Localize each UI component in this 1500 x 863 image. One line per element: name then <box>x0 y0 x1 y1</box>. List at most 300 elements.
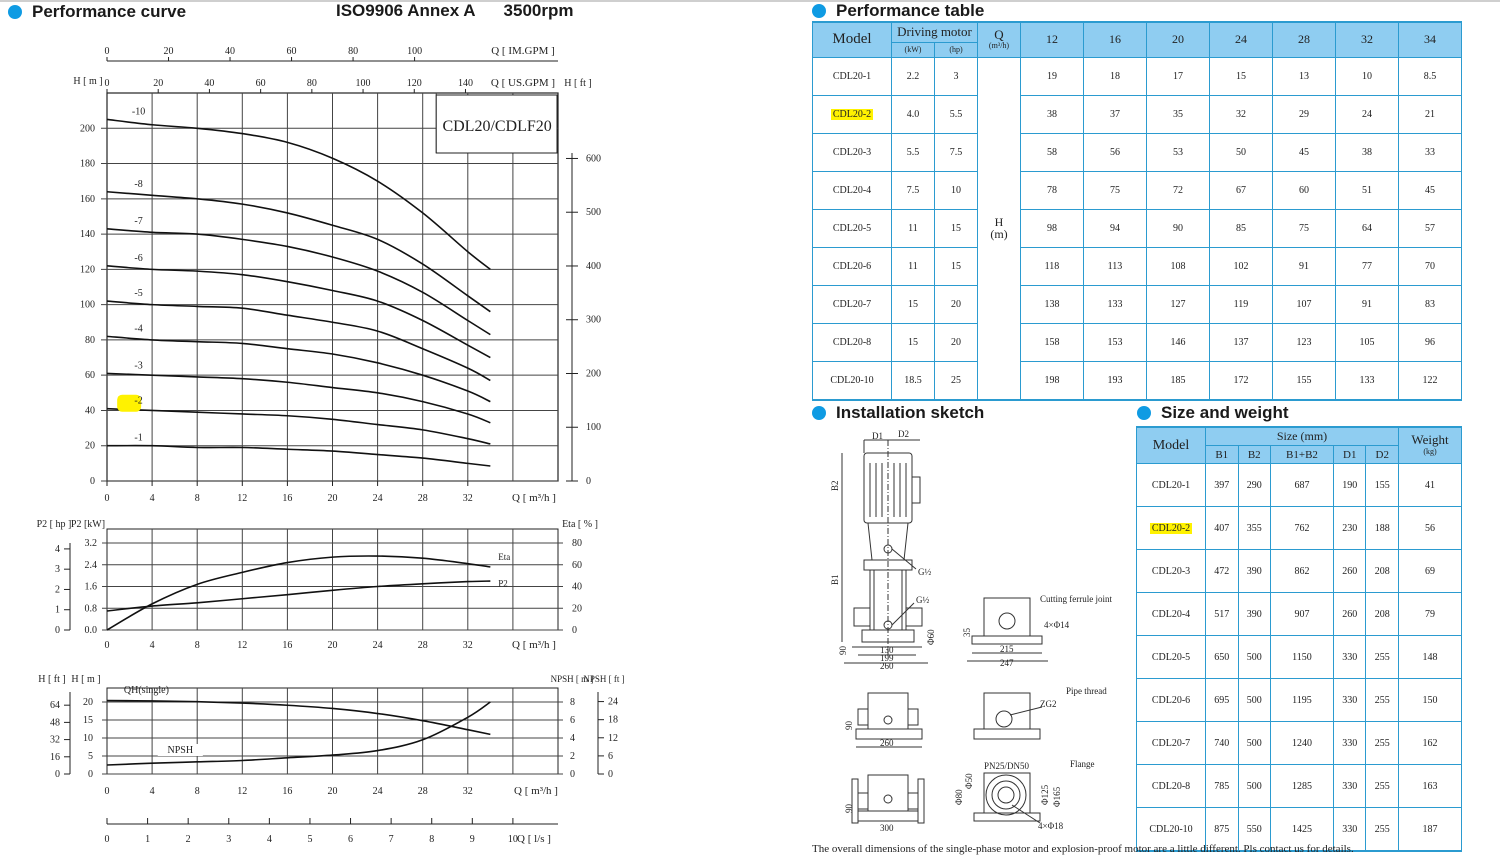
weight-cell: 187 <box>1399 808 1462 852</box>
head-cell: 57 <box>1399 209 1462 247</box>
h-unit-cell <box>978 57 1021 400</box>
head-cell: 35 <box>1147 95 1210 133</box>
model-name: CDL20-7 <box>832 298 872 310</box>
model-name: CDL20-10 <box>830 374 874 386</box>
size-cell: 190 <box>1333 464 1366 507</box>
performance-curve-title <box>8 2 186 22</box>
model-name: CDL20-4 <box>1151 608 1191 620</box>
size-cell: 230 <box>1333 507 1366 550</box>
table-row <box>813 247 1462 285</box>
dim-4x18: 4×Φ18 <box>1038 821 1064 831</box>
size-cell: 862 <box>1271 550 1334 593</box>
size-cell: 1195 <box>1271 679 1334 722</box>
dim-phi-50: Φ50 <box>964 773 974 789</box>
table-row <box>813 57 1462 95</box>
curve-stage-7 <box>107 229 490 335</box>
hp-cell: 25 <box>935 361 978 400</box>
usgpm-tick-label: 40 <box>204 78 215 89</box>
npsh-m-axis-label: NPSH [ m ] <box>550 674 594 684</box>
size-cell: 390 <box>1238 550 1271 593</box>
imgpm-tick-label: 0 <box>104 46 110 57</box>
hp-cell: 20 <box>935 285 978 323</box>
h-m-tick-label: 10 <box>83 733 93 744</box>
npsh-m-tick-label: 8 <box>570 697 575 708</box>
size-cell: 255 <box>1366 636 1399 679</box>
h-ft-tick-label: 16 <box>50 751 60 763</box>
dim-90-flange: 90 <box>844 804 854 813</box>
col-header-model: Model <box>813 22 892 57</box>
standard-info <box>336 1 601 21</box>
dim-300: 300 <box>880 823 894 833</box>
ls-tick-label: 8 <box>429 834 435 845</box>
hp-cell: 7.5 <box>935 133 978 171</box>
head-cell: 91 <box>1273 247 1336 285</box>
eta-tick-label: 0 <box>572 625 577 636</box>
x-tick-label: 28 <box>417 493 428 504</box>
dim-247: 247 <box>1000 658 1014 668</box>
y2-axis-label: H [ ft ] <box>564 78 592 89</box>
bullet-icon <box>8 5 22 19</box>
x-tick-label: 28 <box>417 640 428 651</box>
size-cell: 762 <box>1271 507 1334 550</box>
size-cell: 330 <box>1333 679 1366 722</box>
ls-tick-label: 10 <box>507 834 518 845</box>
size-cell: 260 <box>1333 593 1366 636</box>
col-header-flow: 28 <box>1273 22 1336 57</box>
model-cell <box>813 209 892 247</box>
model-name: CDL20-4 <box>832 184 872 196</box>
series-label: -2 <box>134 395 143 407</box>
usgpm-tick-label: 140 <box>457 78 473 89</box>
h-m-tick-label: 5 <box>88 751 93 762</box>
dim-199: 199 <box>880 653 894 663</box>
model-name: CDL20-2 <box>1151 522 1191 534</box>
head-cell: 158 <box>1021 323 1084 361</box>
h-m-tick-label: 20 <box>83 697 93 708</box>
hp-tick-label: 2 <box>55 584 60 596</box>
kw-axis-label: P2 [kW] <box>70 519 106 530</box>
dim-g-half-upper: G½ <box>918 567 932 577</box>
size-cell: 472 <box>1206 550 1239 593</box>
usgpm-tick-label: 80 <box>306 78 317 89</box>
x-tick-label: 20 <box>327 786 338 797</box>
hp-cell: 3 <box>935 57 978 95</box>
head-cell: 67 <box>1210 171 1273 209</box>
head-cell: 137 <box>1210 323 1273 361</box>
y2-tick-label: 600 <box>586 153 601 165</box>
h-ft-tick-label: 32 <box>50 734 60 746</box>
model-cell <box>1137 550 1206 593</box>
qh-single-curve <box>107 701 490 735</box>
x-tick-label: 16 <box>282 786 293 797</box>
npsh-ft-tick-label: 12 <box>608 732 618 744</box>
power-efficiency-chart <box>0 515 600 660</box>
head-cell: 122 <box>1399 361 1462 400</box>
col-header-q <box>978 22 1021 57</box>
eta-tick-label: 20 <box>572 603 582 615</box>
size-cell: 255 <box>1366 765 1399 808</box>
dim-35: 35 <box>962 628 972 637</box>
head-cell: 127 <box>1147 285 1210 323</box>
col-header-model: Model <box>1137 427 1206 464</box>
col-header-flow: 20 <box>1147 22 1210 57</box>
npsh-ft-axis-label: NPSH [ ft ] <box>583 674 625 684</box>
model-cell <box>1137 722 1206 765</box>
x-tick-label: 20 <box>327 493 338 504</box>
zg2-label: ZG2 <box>1040 699 1057 709</box>
q-unit: (m³/h) <box>988 40 1010 50</box>
size-cell: 208 <box>1366 550 1399 593</box>
weight-label: Weight <box>1411 431 1449 447</box>
y2-tick-label: 300 <box>586 314 601 326</box>
ls-tick-label: 0 <box>104 834 110 845</box>
model-name: CDL20-1 <box>1151 479 1191 491</box>
y2-tick-label: 0 <box>586 476 591 487</box>
hp-cell: 15 <box>935 209 978 247</box>
usgpm-tick-label: 60 <box>255 78 266 89</box>
size-cell: 355 <box>1238 507 1271 550</box>
table-row <box>813 209 1462 247</box>
col-header-b1b2: B1+B2 <box>1271 446 1334 464</box>
npsh-m-tick-label: 2 <box>570 751 575 762</box>
x-tick-label: 16 <box>282 493 293 504</box>
col-header-b1: B1 <box>1206 446 1239 464</box>
head-cell: 24 <box>1336 95 1399 133</box>
model-name: CDL20-3 <box>832 146 872 158</box>
head-cell: 83 <box>1399 285 1462 323</box>
weight-cell: 163 <box>1399 765 1462 808</box>
x-tick-label: 8 <box>194 640 200 651</box>
size-cell: 1285 <box>1271 765 1334 808</box>
head-cell: 33 <box>1399 133 1462 171</box>
head-cell: 64 <box>1336 209 1399 247</box>
head-cell: 107 <box>1273 285 1336 323</box>
top-divider <box>0 0 1500 2</box>
y-tick-label: 40 <box>85 405 95 417</box>
h-m-tick-label: 15 <box>83 715 93 726</box>
col-header-b2: B2 <box>1238 446 1271 464</box>
model-name: CDL20-6 <box>1151 694 1191 706</box>
weight-unit: (kg) <box>1423 446 1437 456</box>
size-cell: 255 <box>1366 722 1399 765</box>
head-cell: 155 <box>1273 361 1336 400</box>
model-name: CDL20-3 <box>1151 565 1191 577</box>
q-label: Q <box>994 26 1004 42</box>
head-cell: 96 <box>1399 323 1462 361</box>
x-tick-label: 4 <box>149 640 155 651</box>
imgpm-tick-label: 80 <box>348 46 359 57</box>
imgpm-tick-label: 100 <box>407 46 423 57</box>
head-cell: 98 <box>1021 209 1084 247</box>
pipe-thread-label: Pipe thread <box>1066 686 1107 696</box>
x-tick-label: 12 <box>237 640 248 651</box>
x-tick-label: 0 <box>104 786 110 797</box>
dim-260-pipe-thread: 260 <box>880 738 894 748</box>
dim-130: 130 <box>880 645 894 655</box>
imgpm-tick-label: 20 <box>163 46 174 57</box>
model-name: CDL20-7 <box>1151 737 1191 749</box>
x-tick-label: 32 <box>462 786 473 797</box>
size-cell: 1150 <box>1271 636 1334 679</box>
model-cell <box>813 323 892 361</box>
performance-table-title-text: Performance table <box>836 1 985 20</box>
bullet-icon <box>812 4 826 18</box>
dim-260: 260 <box>880 661 894 671</box>
weight-cell: 162 <box>1399 722 1462 765</box>
model-cell <box>1137 679 1206 722</box>
kw-tick-label: 0.0 <box>84 625 97 636</box>
kw-tick-label: 0.8 <box>84 603 97 615</box>
x-tick-label: 24 <box>372 786 383 797</box>
head-cell: 78 <box>1021 171 1084 209</box>
x-tick-label: 32 <box>462 493 473 504</box>
y2-tick-label: 400 <box>586 260 601 272</box>
head-cell: 185 <box>1147 361 1210 400</box>
head-cell: 50 <box>1210 133 1273 171</box>
ls-tick-label: 7 <box>388 834 394 845</box>
size-cell: 188 <box>1366 507 1399 550</box>
installation-sketch-title <box>812 403 984 423</box>
head-cell: 10 <box>1336 57 1399 95</box>
kw-cell: 18.5 <box>892 361 935 400</box>
col-header-flow: 24 <box>1210 22 1273 57</box>
npsh-chart <box>0 665 625 855</box>
head-cell: 91 <box>1336 285 1399 323</box>
size-cell: 330 <box>1333 808 1366 852</box>
table-row <box>813 323 1462 361</box>
h-m-axis-label: H [ m ] <box>71 674 101 685</box>
table-row <box>813 361 1462 400</box>
head-cell: 13 <box>1273 57 1336 95</box>
hp-axis-label: P2 [ hp ] <box>36 519 72 530</box>
kw-tick-label: 2.4 <box>84 559 97 571</box>
table-row <box>1137 722 1462 765</box>
hp-tick-label: 1 <box>55 604 60 616</box>
x-tick-label: 0 <box>104 640 110 651</box>
model-cell <box>1137 507 1206 550</box>
head-cell: 105 <box>1336 323 1399 361</box>
dim-4x14: 4×Φ14 <box>1044 620 1070 630</box>
kw-cell: 15 <box>892 285 935 323</box>
model-name: CDL20-8 <box>1151 780 1191 792</box>
table-row <box>1137 507 1462 550</box>
head-cell: 133 <box>1336 361 1399 400</box>
table-row <box>1137 765 1462 808</box>
model-name: CDL20-1 <box>832 70 872 82</box>
model-name: CDL20-10 <box>1149 823 1193 835</box>
size-cell: 550 <box>1238 808 1271 852</box>
ls-tick-label: 3 <box>226 834 232 845</box>
y-tick-label: 80 <box>85 334 95 346</box>
model-name: CDL20-6 <box>832 260 872 272</box>
head-cell: 198 <box>1021 361 1084 400</box>
size-cell: 330 <box>1333 765 1366 808</box>
series-label: -5 <box>134 288 143 300</box>
h-ft-tick-label: 0 <box>55 769 60 780</box>
head-cell: 19 <box>1021 57 1084 95</box>
col-header-flow: 12 <box>1021 22 1084 57</box>
model-cell <box>813 361 892 400</box>
hp-cell: 5.5 <box>935 95 978 133</box>
series-label: -3 <box>134 360 143 372</box>
head-cell: 53 <box>1147 133 1210 171</box>
table-row <box>813 95 1462 133</box>
curve-stage-1 <box>107 446 490 466</box>
series-label: -4 <box>134 323 143 335</box>
size-cell: 500 <box>1238 679 1271 722</box>
dim-215: 215 <box>1000 644 1014 654</box>
usgpm-tick-label: 20 <box>153 78 164 89</box>
x-tick-label: 16 <box>282 640 293 651</box>
x-axis-label: Q [ m³/h ] <box>514 785 558 797</box>
model-cell <box>813 171 892 209</box>
head-cell: 153 <box>1084 323 1147 361</box>
npsh-ft-tick-label: 18 <box>608 714 618 726</box>
size-cell: 155 <box>1366 464 1399 507</box>
col-header-hp: (hp) <box>935 42 978 57</box>
ls-tick-label: 5 <box>307 834 313 845</box>
x-tick-label: 4 <box>149 493 155 504</box>
size-cell: 785 <box>1206 765 1239 808</box>
p2-curve <box>107 581 490 611</box>
x-tick-label: 32 <box>462 640 473 651</box>
x-tick-label: 12 <box>237 786 248 797</box>
eta-tick-label: 60 <box>572 559 582 571</box>
y-tick-label: 100 <box>80 299 95 311</box>
npsh-ft-tick-label: 6 <box>608 750 613 762</box>
ls-tick-label: 6 <box>348 834 354 845</box>
head-cell: 15 <box>1210 57 1273 95</box>
npsh-series-label: NPSH <box>167 745 194 756</box>
curve-stage-10 <box>107 119 490 269</box>
ls-tick-label: 4 <box>266 834 272 845</box>
y-tick-label: 120 <box>80 264 95 276</box>
flange-label: Flange <box>1070 759 1095 769</box>
h-ft-axis-label: H [ ft ] <box>38 674 66 685</box>
head-cell: 94 <box>1084 209 1147 247</box>
imgpm-tick-label: 60 <box>286 46 297 57</box>
size-cell: 330 <box>1333 636 1366 679</box>
y-tick-label: 0 <box>90 476 95 487</box>
kw-tick-label: 3.2 <box>84 538 97 549</box>
curve-stage-6 <box>107 266 490 358</box>
table-row <box>1137 550 1462 593</box>
footnote: The overall dimensions of the single-phase motor and explosion-proof motor are a little different. Pls contact us for details. <box>812 843 1354 855</box>
head-cell: 32 <box>1210 95 1273 133</box>
head-cell: 58 <box>1021 133 1084 171</box>
dim-d2: D2 <box>898 429 909 439</box>
col-header-d1: D1 <box>1333 446 1366 464</box>
x-tick-label: 4 <box>149 786 155 797</box>
size-cell: 695 <box>1206 679 1239 722</box>
series-label: -6 <box>134 252 143 264</box>
head-cell: 146 <box>1147 323 1210 361</box>
model-cell <box>813 57 892 95</box>
x-tick-label: 28 <box>417 786 428 797</box>
h-ft-tick-label: 64 <box>50 700 60 712</box>
head-cell: 172 <box>1210 361 1273 400</box>
size-cell: 255 <box>1366 808 1399 852</box>
x-axis-label: Q [ m³/h ] <box>512 492 556 504</box>
size-cell: 1425 <box>1271 808 1334 852</box>
weight-cell: 69 <box>1399 550 1462 593</box>
series-label: -8 <box>134 178 143 190</box>
model-cell <box>1137 765 1206 808</box>
ls-tick-label: 2 <box>185 834 191 845</box>
head-cell: 17 <box>1147 57 1210 95</box>
model-cell <box>813 285 892 323</box>
x-tick-label: 12 <box>237 493 248 504</box>
pn-dn-label: PN25/DN50 <box>984 761 1030 771</box>
hp-tick-label: 3 <box>55 564 60 576</box>
head-cell: 60 <box>1273 171 1336 209</box>
hp-cell: 10 <box>935 171 978 209</box>
series-label: -1 <box>134 432 143 444</box>
dim-b2: B2 <box>830 480 840 491</box>
kw-cell: 2.2 <box>892 57 935 95</box>
head-cell: 45 <box>1273 133 1336 171</box>
head-cell: 77 <box>1336 247 1399 285</box>
ls-tick-label: 9 <box>469 834 475 845</box>
table-row <box>813 171 1462 209</box>
size-cell: 875 <box>1206 808 1239 852</box>
size-cell: 397 <box>1206 464 1239 507</box>
head-cell: 113 <box>1084 247 1147 285</box>
performance-curve-title-text: Performance curve <box>32 2 187 21</box>
model-cell <box>1137 593 1206 636</box>
y-tick-label: 180 <box>80 158 95 170</box>
pump-elevation-drawing <box>842 440 928 663</box>
head-cell: 75 <box>1084 171 1147 209</box>
table-row <box>1137 679 1462 722</box>
head-cell: 38 <box>1336 133 1399 171</box>
x-tick-label: 0 <box>104 493 110 504</box>
head-cell: 45 <box>1399 171 1462 209</box>
speed-text: 3500rpm <box>503 1 574 20</box>
col-header-driving-motor: Driving motor <box>892 22 978 42</box>
col-header-flow: 32 <box>1336 22 1399 57</box>
y-tick-label: 140 <box>80 229 95 241</box>
size-cell: 260 <box>1333 550 1366 593</box>
size-cell: 1240 <box>1271 722 1334 765</box>
weight-cell: 148 <box>1399 636 1462 679</box>
h-unit: (m) <box>990 227 1008 241</box>
col-header-flow: 16 <box>1084 22 1147 57</box>
head-cell: 85 <box>1210 209 1273 247</box>
table-row <box>813 133 1462 171</box>
p2-series-label: P2 <box>498 578 508 589</box>
curve-stage-3 <box>107 373 490 422</box>
head-cell: 138 <box>1021 285 1084 323</box>
weight-cell: 41 <box>1399 464 1462 507</box>
ls-tick-label: 1 <box>145 834 151 845</box>
y-tick-label: 160 <box>80 193 95 205</box>
head-cell: 193 <box>1084 361 1147 400</box>
dim-phi-60: Φ60 <box>926 629 936 645</box>
x-tick-label: 20 <box>327 640 338 651</box>
imgpm-tick-label: 40 <box>225 46 236 57</box>
x-tick-label: 8 <box>194 493 200 504</box>
kw-cell: 11 <box>892 209 935 247</box>
flange-drawing <box>852 773 1040 823</box>
performance-table-title <box>812 1 984 21</box>
col-header-weight <box>1399 427 1462 464</box>
weight-cell: 79 <box>1399 593 1462 636</box>
x-tick-label: 24 <box>372 493 383 504</box>
kw-tick-label: 1.6 <box>84 581 97 593</box>
usgpm-tick-label: 120 <box>406 78 422 89</box>
head-cell: 108 <box>1147 247 1210 285</box>
